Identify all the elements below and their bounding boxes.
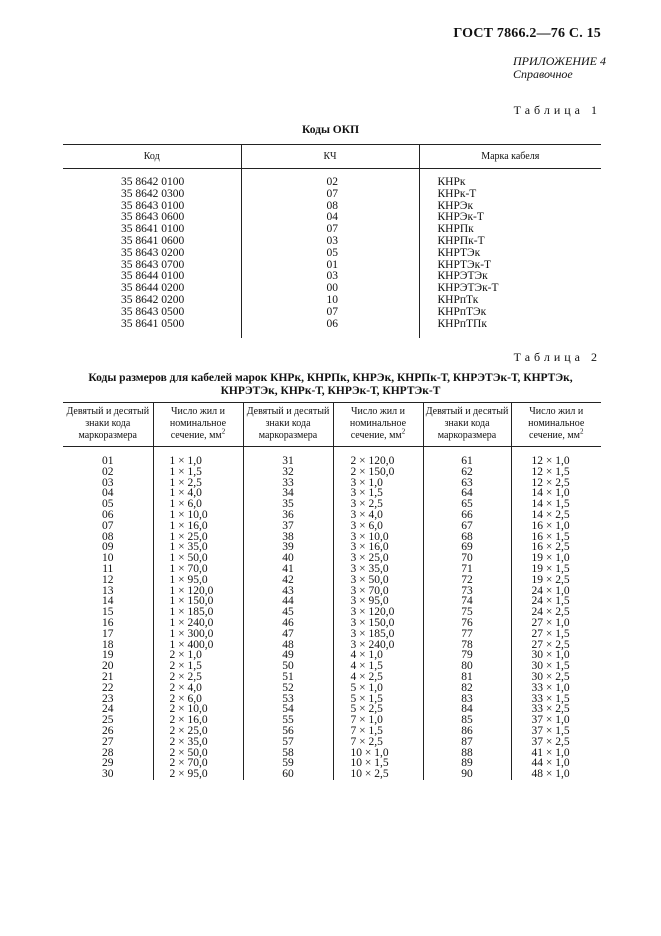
table-row xyxy=(63,726,601,737)
cores-section-cell: 3 × 6,0 xyxy=(333,521,423,532)
table2-title: Коды размеров для кабелей марок КНРк, КНРПк, КНРЭк, КНРПк-Т, КНРЭТЭк-Т, КНРТЭк, КНРЭТЭк, КНРк-Т, КНРЭк-Т, КНРТЭк-Т xyxy=(88,372,573,397)
kch-cell: 08 xyxy=(241,201,419,213)
cores-section-cell: 16 × 1,0 xyxy=(511,521,601,532)
size-code-cell: 21 xyxy=(102,670,114,683)
table-row xyxy=(63,307,601,319)
kch-cell: 03 xyxy=(241,271,419,283)
table-row xyxy=(63,607,601,618)
table-row xyxy=(63,618,601,629)
size-code-cell: 26 xyxy=(102,724,114,737)
size-code-cell: 74 xyxy=(423,596,511,607)
table-row xyxy=(63,236,601,248)
size-code-cell: 08 xyxy=(102,530,114,543)
size-code-cell: 40 xyxy=(243,553,333,564)
column-header-code-1: Девятый и десятый знаки кода маркоразмера xyxy=(63,403,153,447)
table-row xyxy=(63,564,601,575)
size-code-cell: 80 xyxy=(423,661,511,672)
page-header: ГОСТ 7866.2—76 С. 15 xyxy=(453,26,601,41)
cores-section-cell: 37 × 2,5 xyxy=(511,737,601,748)
cores-section-cell: 2 × 120,0 xyxy=(333,447,423,467)
size-code-cell: 15 xyxy=(102,606,114,619)
cores-section-cell: 3 × 25,0 xyxy=(333,553,423,564)
cores-section-cell: 5 × 2,5 xyxy=(333,704,423,715)
okp-code-cell: 35 8642 0300 xyxy=(121,187,185,200)
cable-brand-cell: КНРТЭк xyxy=(419,248,601,260)
cores-section-cell: 2 × 150,0 xyxy=(333,467,423,478)
size-code-cell: 31 xyxy=(243,447,333,467)
size-code-cell: 32 xyxy=(243,467,333,478)
okp-code-cell: 35 8643 0700 xyxy=(121,258,185,271)
size-code-cell: 63 xyxy=(423,478,511,489)
table-row xyxy=(63,586,601,597)
okp-code-cell: 35 8644 0100 xyxy=(121,270,185,283)
size-code-cell: 68 xyxy=(423,532,511,543)
cores-section-cell: 5 × 1,0 xyxy=(333,683,423,694)
kch-cell: 04 xyxy=(241,212,419,224)
cores-section-cell: 1 × 70,0 xyxy=(153,564,243,575)
size-code-cell: 56 xyxy=(243,726,333,737)
cable-brand-cell: КНРЭТЭк xyxy=(419,271,601,283)
cores-section-cell: 19 × 2,5 xyxy=(511,575,601,586)
size-code-cell: 76 xyxy=(423,618,511,629)
okp-code-cell: 35 8644 0200 xyxy=(121,282,185,295)
cores-section-cell: 3 × 2,5 xyxy=(333,499,423,510)
cable-brand-cell: КНРпТк xyxy=(419,295,601,307)
cores-section-cell: 2 × 4,0 xyxy=(153,683,243,694)
cores-section-cell: 10 × 2,5 xyxy=(333,769,423,780)
table-row xyxy=(63,478,601,489)
cores-section-cell: 2 × 70,0 xyxy=(153,758,243,769)
size-code-cell: 23 xyxy=(102,692,114,705)
cores-section-cell: 30 × 1,5 xyxy=(511,661,601,672)
size-code-cell: 36 xyxy=(243,510,333,521)
table-row xyxy=(63,488,601,499)
size-code-cell: 66 xyxy=(423,510,511,521)
table-row xyxy=(63,499,601,510)
kch-cell: 03 xyxy=(241,236,419,248)
size-code-cell: 72 xyxy=(423,575,511,586)
table-row xyxy=(63,169,601,189)
cores-section-cell: 3 × 4,0 xyxy=(333,510,423,521)
table-row xyxy=(63,295,601,307)
cores-section-cell: 16 × 2,5 xyxy=(511,542,601,553)
size-code-cell: 39 xyxy=(243,542,333,553)
cores-section-cell: 1 × 1,5 xyxy=(153,467,243,478)
size-code-cell: 70 xyxy=(423,553,511,564)
cable-brand-cell: КНРЭТЭк-Т xyxy=(419,283,601,295)
cores-section-cell: 1 × 150,0 xyxy=(153,596,243,607)
table-row xyxy=(63,467,601,478)
table-row xyxy=(63,521,601,532)
cores-section-cell: 1 × 35,0 xyxy=(153,542,243,553)
kch-cell: 02 xyxy=(241,169,419,189)
table-row xyxy=(63,532,601,543)
size-code-cell: 07 xyxy=(102,519,114,532)
okp-code-cell: 35 8643 0200 xyxy=(121,246,185,259)
okp-code-cell: 35 8641 0100 xyxy=(121,223,185,236)
cores-section-cell: 30 × 1,0 xyxy=(511,650,601,661)
size-code-cell: 57 xyxy=(243,737,333,748)
cores-section-cell: 1 × 120,0 xyxy=(153,586,243,597)
size-code-cell: 20 xyxy=(102,660,114,673)
column-header-kch: КЧ xyxy=(241,145,419,169)
size-code-cell: 14 xyxy=(102,595,114,608)
cable-brand-cell: КНРПк xyxy=(419,224,601,236)
cores-section-cell: 19 × 1,0 xyxy=(511,553,601,564)
cores-section-cell: 5 × 1,5 xyxy=(333,694,423,705)
cable-brand-cell: КНРЭк xyxy=(419,201,601,213)
table-row xyxy=(63,769,601,780)
table-row xyxy=(63,650,601,661)
size-codes-table xyxy=(63,402,601,780)
cores-section-cell: 3 × 1,5 xyxy=(333,488,423,499)
cores-section-cell: 3 × 50,0 xyxy=(333,575,423,586)
table-row xyxy=(63,683,601,694)
cores-section-cell: 3 × 1,0 xyxy=(333,478,423,489)
table-row xyxy=(63,694,601,705)
cable-brand-cell: КНРЭк-Т xyxy=(419,212,601,224)
table-row xyxy=(63,737,601,748)
size-code-cell: 84 xyxy=(423,704,511,715)
size-code-cell: 88 xyxy=(423,748,511,759)
annex-block xyxy=(513,55,606,81)
cable-brand-cell: КНРпТЭк xyxy=(419,307,601,319)
size-code-cell: 41 xyxy=(243,564,333,575)
cores-section-cell: 1 × 1,0 xyxy=(153,447,243,467)
cores-section-cell: 4 × 1,5 xyxy=(333,661,423,672)
cores-section-cell: 1 × 300,0 xyxy=(153,629,243,640)
size-code-cell: 10 xyxy=(102,552,114,565)
size-code-cell: 67 xyxy=(423,521,511,532)
cores-section-cell: 14 × 1,5 xyxy=(511,499,601,510)
size-code-cell: 90 xyxy=(423,769,511,780)
cores-section-cell: 14 × 2,5 xyxy=(511,510,601,521)
size-code-cell: 29 xyxy=(102,757,114,770)
size-code-cell: 09 xyxy=(102,541,114,554)
table2-caption: Таблица 2 xyxy=(513,350,601,364)
size-code-cell: 89 xyxy=(423,758,511,769)
kch-cell: 06 xyxy=(241,319,419,339)
cores-section-cell: 33 × 1,0 xyxy=(511,683,601,694)
cores-section-cell: 1 × 25,0 xyxy=(153,532,243,543)
cable-brand-cell: КНРПк-Т xyxy=(419,236,601,248)
cores-section-cell: 33 × 2,5 xyxy=(511,704,601,715)
column-header-section-3: Число жил и номинальное сечение, $мм^2$ xyxy=(511,403,601,447)
table1-caption: Таблица 1 xyxy=(513,103,601,117)
cores-section-cell: 3 × 95,0 xyxy=(333,596,423,607)
column-header-code-3: Девятый и десятый знаки кода маркоразмера xyxy=(423,403,511,447)
cores-section-cell: 27 × 1,0 xyxy=(511,618,601,629)
cores-section-cell: 1 × 10,0 xyxy=(153,510,243,521)
size-code-cell: 53 xyxy=(243,694,333,705)
size-code-cell: 35 xyxy=(243,499,333,510)
cores-section-cell: 1 × 95,0 xyxy=(153,575,243,586)
table-row xyxy=(63,715,601,726)
column-header-code: Код xyxy=(63,145,241,169)
size-code-cell: 28 xyxy=(102,746,114,759)
size-code-cell: 52 xyxy=(243,683,333,694)
size-code-cell: 06 xyxy=(102,508,114,521)
size-code-cell: 34 xyxy=(243,488,333,499)
cores-section-cell: 2 × 95,0 xyxy=(153,769,243,780)
table-row xyxy=(63,575,601,586)
size-code-cell: 47 xyxy=(243,629,333,640)
table-row xyxy=(63,640,601,651)
size-code-cell: 81 xyxy=(423,672,511,683)
table-row xyxy=(63,704,601,715)
size-code-cell: 04 xyxy=(102,487,114,500)
okp-code-cell: 35 8643 0500 xyxy=(121,305,185,318)
cores-section-cell: 12 × 2,5 xyxy=(511,478,601,489)
table-row xyxy=(63,661,601,672)
size-code-cell: 44 xyxy=(243,596,333,607)
size-code-cell: 11 xyxy=(102,562,114,575)
cores-section-cell: 2 × 1,5 xyxy=(153,661,243,672)
size-code-cell: 65 xyxy=(423,499,511,510)
cores-section-cell: 3 × 240,0 xyxy=(333,640,423,651)
size-code-cell: 86 xyxy=(423,726,511,737)
okp-code-cell: 35 8641 0600 xyxy=(121,234,185,247)
cores-section-cell: 3 × 185,0 xyxy=(333,629,423,640)
cores-section-cell: 37 × 1,0 xyxy=(511,715,601,726)
cores-section-cell: 1 × 240,0 xyxy=(153,618,243,629)
cores-section-cell: 1 × 185,0 xyxy=(153,607,243,618)
size-code-cell: 82 xyxy=(423,683,511,694)
table-row xyxy=(63,447,601,467)
size-code-cell: 30 xyxy=(102,768,114,781)
size-code-cell: 19 xyxy=(102,649,114,662)
cores-section-cell: 2 × 6,0 xyxy=(153,694,243,705)
annex-title: ПРИЛОЖЕНИЕ 4 xyxy=(513,54,606,68)
size-code-cell: 42 xyxy=(243,575,333,586)
kch-cell: 01 xyxy=(241,260,419,272)
table-row xyxy=(63,542,601,553)
cores-section-cell: 24 × 2,5 xyxy=(511,607,601,618)
kch-cell: 07 xyxy=(241,189,419,201)
size-code-cell: 38 xyxy=(243,532,333,543)
cores-section-cell: 10 × 1,5 xyxy=(333,758,423,769)
cores-section-cell: 7 × 1,0 xyxy=(333,715,423,726)
cores-section-cell: 24 × 1,5 xyxy=(511,596,601,607)
table-row xyxy=(63,553,601,564)
cores-section-cell: 2 × 16,0 xyxy=(153,715,243,726)
kch-cell: 05 xyxy=(241,248,419,260)
size-code-cell: 25 xyxy=(102,714,114,727)
size-code-cell: 27 xyxy=(102,735,114,748)
column-header-code-2: Девятый и десятый знаки кода маркоразмера xyxy=(243,403,333,447)
cores-section-cell: 7 × 1,5 xyxy=(333,726,423,737)
cores-section-cell: 2 × 10,0 xyxy=(153,704,243,715)
table1-title: Коды ОКП xyxy=(301,124,360,136)
cores-section-cell: 2 × 50,0 xyxy=(153,748,243,759)
cores-section-cell: 4 × 2,5 xyxy=(333,672,423,683)
table-row xyxy=(63,629,601,640)
kch-cell: 07 xyxy=(241,224,419,236)
okp-code-cell: 35 8641 0500 xyxy=(121,317,185,330)
size-code-cell: 37 xyxy=(243,521,333,532)
cores-section-cell: 16 × 1,5 xyxy=(511,532,601,543)
size-code-cell: 54 xyxy=(243,704,333,715)
size-code-cell: 12 xyxy=(102,573,114,586)
cores-section-cell: 4 × 1,0 xyxy=(333,650,423,661)
size-code-cell: 46 xyxy=(243,618,333,629)
size-code-cell: 73 xyxy=(423,586,511,597)
size-code-cell: 16 xyxy=(102,616,114,629)
cores-section-cell: 48 × 1,0 xyxy=(511,769,601,780)
cores-section-cell: 1 × 16,0 xyxy=(153,521,243,532)
cores-section-cell: 12 × 1,0 xyxy=(511,447,601,467)
cores-section-cell: 1 × 6,0 xyxy=(153,499,243,510)
table-row xyxy=(63,672,601,683)
size-code-cell: 45 xyxy=(243,607,333,618)
size-code-cell: 78 xyxy=(423,640,511,651)
table-row xyxy=(63,510,601,521)
size-code-cell: 24 xyxy=(102,703,114,716)
size-code-cell: 79 xyxy=(423,650,511,661)
size-code-cell: 17 xyxy=(102,627,114,640)
size-code-cell: 03 xyxy=(102,476,114,489)
size-code-cell: 61 xyxy=(423,447,511,467)
cores-section-cell: 12 × 1,5 xyxy=(511,467,601,478)
size-code-cell: 77 xyxy=(423,629,511,640)
cores-section-cell: 7 × 2,5 xyxy=(333,737,423,748)
cable-brand-cell: КНРк xyxy=(419,169,601,189)
size-code-cell: 18 xyxy=(102,638,114,651)
kch-cell: 07 xyxy=(241,307,419,319)
column-header-section-2: Число жил и номинальное сечение, $мм^2$ xyxy=(333,403,423,447)
cores-section-cell: 30 × 2,5 xyxy=(511,672,601,683)
cores-section-cell: 3 × 35,0 xyxy=(333,564,423,575)
okp-code-cell: 35 8642 0100 xyxy=(121,176,185,188)
cores-section-cell: 3 × 10,0 xyxy=(333,532,423,543)
cores-section-cell: 1 × 400,0 xyxy=(153,640,243,651)
size-code-cell: 75 xyxy=(423,607,511,618)
table-row xyxy=(63,189,601,201)
cores-section-cell: 3 × 120,0 xyxy=(333,607,423,618)
size-code-cell: 83 xyxy=(423,694,511,705)
cores-section-cell: 44 × 1,0 xyxy=(511,758,601,769)
okp-code-cell: 35 8643 0600 xyxy=(121,211,185,224)
size-code-cell: 33 xyxy=(243,478,333,489)
size-code-cell: 22 xyxy=(102,681,114,694)
size-code-cell: 49 xyxy=(243,650,333,661)
table-row xyxy=(63,596,601,607)
cores-section-cell: 19 × 1,5 xyxy=(511,564,601,575)
cores-section-cell: 3 × 70,0 xyxy=(333,586,423,597)
cores-section-cell: 1 × 50,0 xyxy=(153,553,243,564)
cores-section-cell: 27 × 1,5 xyxy=(511,629,601,640)
table-row xyxy=(63,319,601,339)
size-code-cell: 71 xyxy=(423,564,511,575)
kch-cell: 00 xyxy=(241,283,419,295)
cores-section-cell: 33 × 1,5 xyxy=(511,694,601,705)
size-code-cell: 69 xyxy=(423,542,511,553)
kch-cell: 10 xyxy=(241,295,419,307)
size-code-cell: 85 xyxy=(423,715,511,726)
size-code-cell: 62 xyxy=(423,467,511,478)
size-code-cell: 60 xyxy=(243,769,333,780)
annex-subtitle: Справочное xyxy=(513,67,573,81)
size-code-cell: 51 xyxy=(243,672,333,683)
size-code-cell: 05 xyxy=(102,498,114,511)
cores-section-cell: 10 × 1,0 xyxy=(333,748,423,759)
cable-brand-cell: КНРТЭк-Т xyxy=(419,260,601,272)
cores-section-cell: 2 × 25,0 xyxy=(153,726,243,737)
cores-section-cell: 1 × 4,0 xyxy=(153,488,243,499)
size-code-cell: 64 xyxy=(423,488,511,499)
size-code-cell: 59 xyxy=(243,758,333,769)
okp-code-cell: 35 8643 0100 xyxy=(121,199,185,212)
column-header-cable-brand: Марка кабеля xyxy=(419,145,601,169)
cores-section-cell: 2 × 35,0 xyxy=(153,737,243,748)
size-code-cell: 55 xyxy=(243,715,333,726)
table-row xyxy=(63,748,601,759)
table-row xyxy=(63,248,601,260)
table-row xyxy=(63,758,601,769)
okp-codes-table xyxy=(63,144,601,338)
size-code-cell: 43 xyxy=(243,586,333,597)
cores-section-cell: 2 × 1,0 xyxy=(153,650,243,661)
size-code-cell: 58 xyxy=(243,748,333,759)
cores-section-cell: 27 × 2,5 xyxy=(511,640,601,651)
cores-section-cell: 14 × 1,0 xyxy=(511,488,601,499)
cores-section-cell: 3 × 16,0 xyxy=(333,542,423,553)
cores-section-cell: 1 × 2,5 xyxy=(153,478,243,489)
okp-code-cell: 35 8642 0200 xyxy=(121,293,185,306)
size-code-cell: 02 xyxy=(102,465,114,478)
cores-section-cell: 37 × 1,5 xyxy=(511,726,601,737)
size-code-cell: 13 xyxy=(102,584,114,597)
column-header-section-1: Число жил и номинальное сечение, $мм^2$ xyxy=(153,403,243,447)
size-code-cell: 01 xyxy=(102,455,114,467)
cable-brand-cell: КНРпТПк xyxy=(419,319,601,339)
cores-section-cell: 2 × 2,5 xyxy=(153,672,243,683)
size-code-cell: 48 xyxy=(243,640,333,651)
cores-section-cell: 3 × 150,0 xyxy=(333,618,423,629)
cores-section-cell: 24 × 1,0 xyxy=(511,586,601,597)
size-code-cell: 50 xyxy=(243,661,333,672)
cores-section-cell: 41 × 1,0 xyxy=(511,748,601,759)
size-code-cell: 87 xyxy=(423,737,511,748)
cable-brand-cell: КНРк-Т xyxy=(419,189,601,201)
